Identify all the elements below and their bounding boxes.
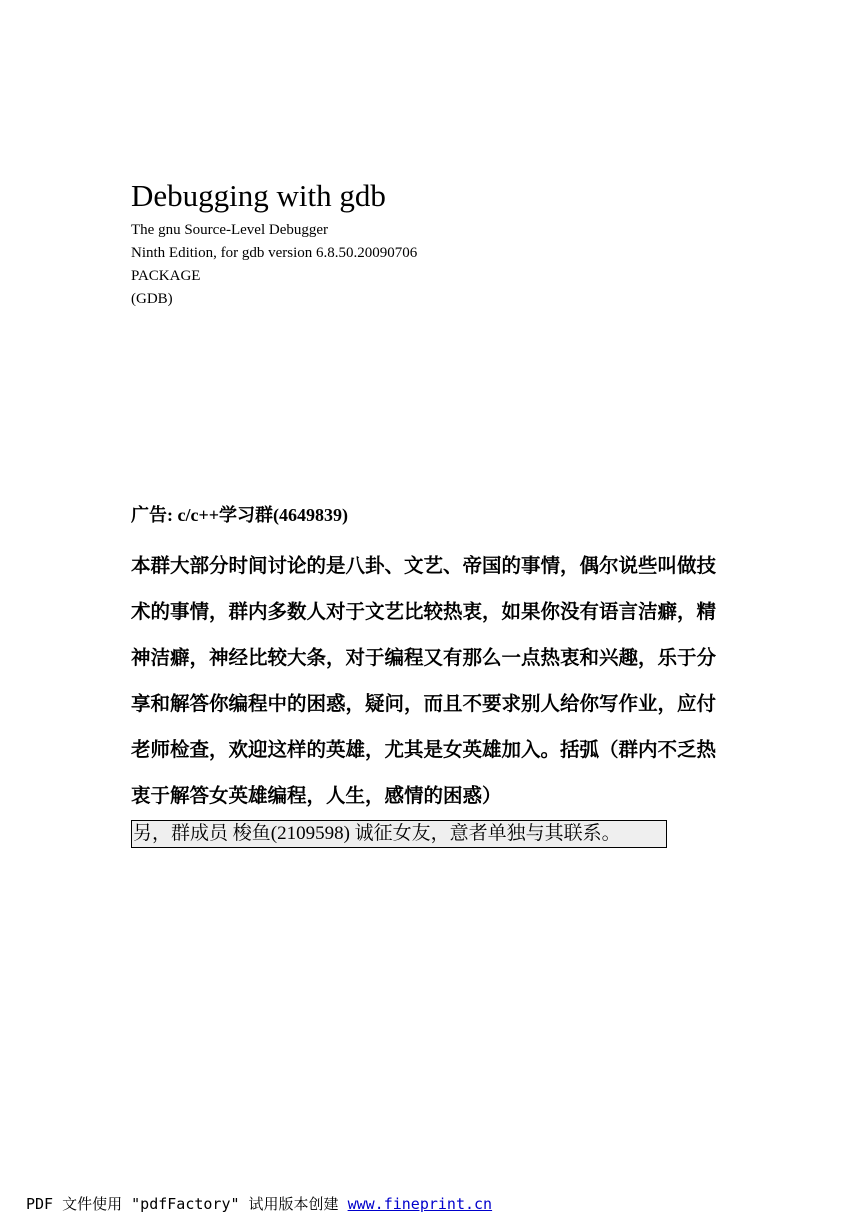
document-subtitle: The gnu Source-Level Debugger (131, 222, 329, 238)
ad-line: 术的事情，群内多数人对于文艺比较热衷，如果你没有语言洁癖，精 (131, 602, 717, 623)
document-title: Debugging with gdb (131, 178, 386, 213)
footer-text: PDF 文件使用 "pdfFactory" 试用版本创建 (26, 1195, 348, 1213)
ad-line: 享和解答你编程中的困惑，疑问，而且不要求别人给你写作业，应付 (131, 694, 717, 715)
ad-line: 本群大部分时间讨论的是八卦、文艺、帝国的事情，偶尔说些叫做技 (131, 556, 717, 577)
ad-heading: 广告: c/c++学习群(4649839) (131, 505, 348, 525)
ad-body (131, 544, 751, 820)
document-abbrev: (GDB) (131, 291, 173, 307)
ad-line: 神洁癖，神经比较大条，对于编程又有那么一点热衷和兴趣，乐于分 (131, 648, 717, 669)
document-edition: Ninth Edition, for gdb version 6.8.50.20090706 (131, 245, 418, 261)
ad-line: 老师检查，欢迎这样的英雄，尤其是女英雄加入。括弧（群内不乏热 (131, 740, 717, 761)
pdf-footer (26, 1193, 492, 1215)
boxed-note: 另，群成员 梭鱼(2109598) 诚征女友，意者单独与其联系。 (131, 820, 667, 848)
document-package: PACKAGE (131, 268, 201, 284)
footer-link[interactable]: www.fineprint.cn (347, 1195, 493, 1213)
ad-line: 衷于解答女英雄编程，人生，感情的困惑） (131, 786, 502, 807)
